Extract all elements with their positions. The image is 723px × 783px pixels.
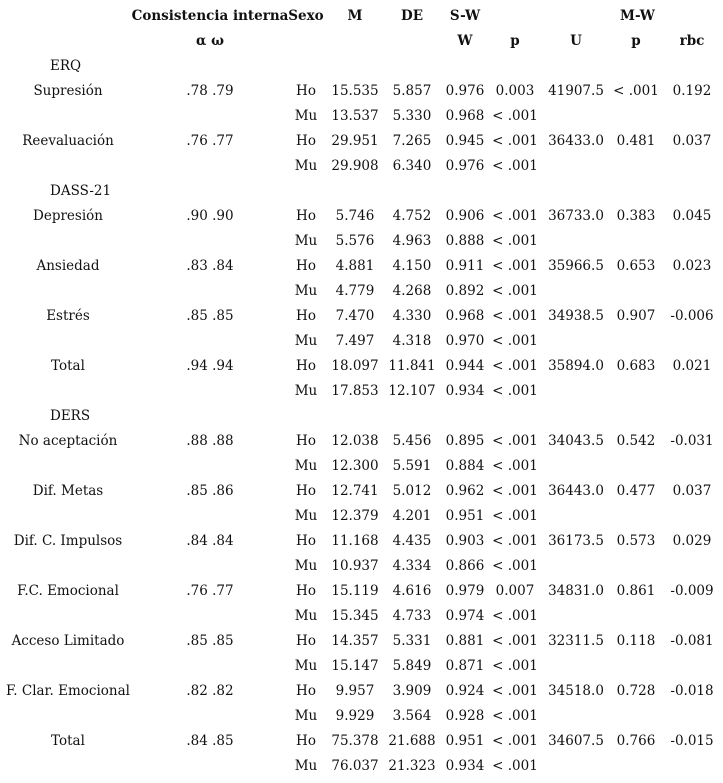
sd-cell: 12.107	[388, 383, 436, 399]
table-row	[0, 279, 723, 304]
p-sw-cell: < .001	[492, 658, 538, 674]
rbc-cell: 0.029	[672, 533, 712, 549]
section-row	[0, 54, 723, 79]
sexo-cell: Mu	[294, 233, 318, 249]
u-cell: 36173.5	[548, 533, 604, 549]
sexo-cell: Mu	[294, 458, 318, 474]
w-cell: 0.974	[445, 608, 485, 624]
sd-cell: 4.318	[392, 333, 432, 349]
u-cell: 34607.5	[548, 733, 604, 749]
table-row	[0, 679, 723, 704]
sd-cell: 4.752	[392, 208, 432, 224]
w-cell: 0.911	[445, 258, 485, 274]
mean-cell: 4.881	[335, 258, 375, 274]
table-row	[0, 479, 723, 504]
sd-cell: 4.150	[392, 258, 432, 274]
p-mw-cell: 0.542	[616, 433, 656, 449]
sd-cell: 21.323	[388, 758, 436, 774]
u-cell: 34938.5	[548, 308, 604, 324]
p-mw-cell: 0.766	[616, 733, 656, 749]
sd-cell: 4.963	[392, 233, 432, 249]
u-cell: 34518.0	[548, 683, 604, 699]
sd-cell: 4.616	[392, 583, 432, 599]
p-sw-cell: < .001	[492, 358, 538, 374]
table-row	[0, 454, 723, 479]
u-cell: 35966.5	[548, 258, 604, 274]
p-mw-cell: 0.481	[616, 133, 656, 149]
header-m: M	[347, 8, 363, 24]
header-de: DE	[401, 8, 423, 24]
mean-cell: 4.779	[335, 283, 375, 299]
variable-name: No aceptación	[18, 433, 118, 449]
sexo-cell: Ho	[296, 358, 316, 374]
p-sw-cell: < .001	[492, 208, 538, 224]
p-sw-cell: < .001	[492, 733, 538, 749]
w-cell: 0.871	[445, 658, 485, 674]
sexo-cell: Mu	[294, 658, 318, 674]
alpha-omega-value: .76 .77	[186, 583, 234, 599]
sexo-cell: Ho	[296, 83, 316, 99]
sexo-cell: Ho	[296, 733, 316, 749]
table-row	[0, 104, 723, 129]
alpha-omega-value: .90 .90	[186, 208, 234, 224]
p-sw-cell: < .001	[492, 158, 538, 174]
w-cell: 0.906	[445, 208, 485, 224]
w-cell: 0.976	[445, 158, 485, 174]
sexo-cell: Ho	[296, 308, 316, 324]
alpha-omega-value: .83 .84	[186, 258, 234, 274]
sexo-cell: Mu	[294, 158, 318, 174]
rbc-cell: 0.023	[672, 258, 712, 274]
sexo-cell: Ho	[296, 533, 316, 549]
table-row	[0, 554, 723, 579]
u-cell: 34043.5	[548, 433, 604, 449]
sd-cell: 3.909	[392, 683, 432, 699]
variable-name: Estrés	[46, 308, 90, 324]
p-mw-cell: 0.728	[616, 683, 656, 699]
w-cell: 0.968	[445, 308, 485, 324]
p-sw-cell: < .001	[492, 558, 538, 574]
p-sw-cell: 0.003	[495, 83, 535, 99]
variable-name: Acceso Limitado	[11, 633, 125, 649]
header-alpha-omega: α ω	[196, 33, 224, 49]
p-mw-cell: 0.861	[616, 583, 656, 599]
w-cell: 0.951	[445, 733, 485, 749]
table-row	[0, 204, 723, 229]
p-sw-cell: < .001	[492, 533, 538, 549]
rbc-cell: 0.021	[672, 358, 712, 374]
header-p-sw: p	[510, 33, 520, 49]
p-sw-cell: < .001	[492, 633, 538, 649]
mean-cell: 5.746	[335, 208, 375, 224]
table-row	[0, 79, 723, 104]
sd-cell: 5.330	[392, 108, 432, 124]
w-cell: 0.884	[445, 458, 485, 474]
p-mw-cell: 0.907	[616, 308, 656, 324]
section-row	[0, 404, 723, 429]
sd-cell: 4.330	[392, 308, 432, 324]
p-sw-cell: < .001	[492, 233, 538, 249]
header-u: U	[570, 33, 582, 49]
p-sw-cell: < .001	[492, 683, 538, 699]
sexo-cell: Ho	[296, 258, 316, 274]
p-mw-cell: 0.573	[616, 533, 656, 549]
sexo-cell: Mu	[294, 508, 318, 524]
header-w: W	[457, 33, 473, 49]
p-sw-cell: < .001	[492, 433, 538, 449]
mean-cell: 17.853	[331, 383, 379, 399]
u-cell: 41907.5	[548, 83, 604, 99]
mean-cell: 15.535	[331, 83, 379, 99]
alpha-omega-value: .84 .85	[186, 733, 234, 749]
mean-cell: 29.951	[331, 133, 379, 149]
rbc-cell: -0.031	[670, 433, 714, 449]
sexo-cell: Mu	[294, 708, 318, 724]
alpha-omega-value: .76 .77	[186, 133, 234, 149]
rbc-cell: -0.015	[670, 733, 714, 749]
sd-cell: 5.591	[392, 458, 432, 474]
rbc-cell: 0.192	[672, 83, 712, 99]
sexo-cell: Mu	[294, 758, 318, 774]
mean-cell: 12.300	[331, 458, 379, 474]
sd-cell: 5.849	[392, 658, 432, 674]
w-cell: 0.928	[445, 708, 485, 724]
variable-name: Ansiedad	[36, 258, 100, 274]
mean-cell: 13.537	[331, 108, 379, 124]
table-row	[0, 504, 723, 529]
table-row	[0, 154, 723, 179]
u-cell: 34831.0	[548, 583, 604, 599]
w-cell: 0.944	[445, 358, 485, 374]
sd-cell: 11.841	[388, 358, 436, 374]
table-row	[0, 754, 723, 779]
sexo-cell: Ho	[296, 208, 316, 224]
p-sw-cell: < .001	[492, 258, 538, 274]
variable-name: Depresión	[33, 208, 103, 224]
variable-name: Total	[51, 733, 85, 749]
sd-cell: 4.435	[392, 533, 432, 549]
sexo-cell: Ho	[296, 133, 316, 149]
table-row	[0, 529, 723, 554]
mean-cell: 75.378	[331, 733, 379, 749]
header-row-1	[0, 4, 723, 29]
p-mw-cell: < .001	[613, 83, 659, 99]
sexo-cell: Ho	[296, 683, 316, 699]
sd-cell: 5.012	[392, 483, 432, 499]
rbc-cell: 0.037	[672, 483, 712, 499]
rbc-cell: -0.006	[670, 308, 714, 324]
mean-cell: 7.497	[335, 333, 375, 349]
mean-cell: 7.470	[335, 308, 375, 324]
p-mw-cell: 0.477	[616, 483, 656, 499]
alpha-omega-value: .88 .88	[186, 433, 234, 449]
w-cell: 0.866	[445, 558, 485, 574]
p-sw-cell: < .001	[492, 508, 538, 524]
alpha-omega-value: .84 .84	[186, 533, 234, 549]
mean-cell: 15.147	[331, 658, 379, 674]
p-mw-cell: 0.118	[616, 633, 656, 649]
p-mw-cell: 0.683	[616, 358, 656, 374]
header-rbc: rbc	[679, 33, 705, 49]
sd-cell: 4.268	[392, 283, 432, 299]
u-cell: 36443.0	[548, 483, 604, 499]
p-sw-cell: < .001	[492, 708, 538, 724]
p-sw-cell: 0.007	[495, 583, 535, 599]
w-cell: 0.881	[445, 633, 485, 649]
variable-name: Dif. C. Impulsos	[13, 533, 123, 549]
mean-cell: 12.038	[331, 433, 379, 449]
sexo-cell: Mu	[294, 558, 318, 574]
sexo-cell: Mu	[294, 283, 318, 299]
rbc-cell: -0.009	[670, 583, 714, 599]
mean-cell: 10.937	[331, 558, 379, 574]
sd-cell: 4.733	[392, 608, 432, 624]
rbc-cell: 0.045	[672, 208, 712, 224]
rbc-cell: 0.037	[672, 133, 712, 149]
mean-cell: 29.908	[331, 158, 379, 174]
u-cell: 32311.5	[548, 633, 604, 649]
variable-name: F.C. Emocional	[17, 583, 119, 599]
section-title: ERQ	[50, 58, 82, 74]
results-table	[0, 4, 723, 779]
mean-cell: 15.119	[331, 583, 379, 599]
u-cell: 36733.0	[548, 208, 604, 224]
w-cell: 0.979	[445, 583, 485, 599]
u-cell: 36433.0	[548, 133, 604, 149]
mean-cell: 14.357	[331, 633, 379, 649]
variable-name: F. Clar. Emocional	[6, 683, 130, 699]
p-sw-cell: < .001	[492, 608, 538, 624]
u-cell: 35894.0	[548, 358, 604, 374]
p-sw-cell: < .001	[492, 108, 538, 124]
table-row	[0, 254, 723, 279]
p-sw-cell: < .001	[492, 458, 538, 474]
sd-cell: 4.201	[392, 508, 432, 524]
sexo-cell: Ho	[296, 633, 316, 649]
w-cell: 0.924	[445, 683, 485, 699]
w-cell: 0.892	[445, 283, 485, 299]
w-cell: 0.934	[445, 383, 485, 399]
w-cell: 0.903	[445, 533, 485, 549]
mean-cell: 9.957	[335, 683, 375, 699]
p-sw-cell: < .001	[492, 333, 538, 349]
variable-name: Supresión	[33, 83, 103, 99]
p-sw-cell: < .001	[492, 133, 538, 149]
section-title: DERS	[50, 408, 91, 424]
p-sw-cell: < .001	[492, 758, 538, 774]
section-row	[0, 179, 723, 204]
mean-cell: 5.576	[335, 233, 375, 249]
sd-cell: 4.334	[392, 558, 432, 574]
sd-cell: 7.265	[392, 133, 432, 149]
table-row	[0, 729, 723, 754]
sd-cell: 5.331	[392, 633, 432, 649]
w-cell: 0.888	[445, 233, 485, 249]
variable-name: Total	[51, 358, 85, 374]
table-row	[0, 129, 723, 154]
mean-cell: 15.345	[331, 608, 379, 624]
w-cell: 0.962	[445, 483, 485, 499]
rbc-cell: -0.018	[670, 683, 714, 699]
table-row	[0, 629, 723, 654]
sexo-cell: Mu	[294, 333, 318, 349]
alpha-omega-value: .82 .82	[186, 683, 234, 699]
variable-name: Dif. Metas	[32, 483, 104, 499]
sd-cell: 5.857	[392, 83, 432, 99]
sd-cell: 21.688	[388, 733, 436, 749]
sd-cell: 3.564	[392, 708, 432, 724]
mean-cell: 12.741	[331, 483, 379, 499]
sexo-cell: Mu	[294, 383, 318, 399]
mean-cell: 11.168	[331, 533, 379, 549]
sexo-cell: Ho	[296, 433, 316, 449]
p-sw-cell: < .001	[492, 383, 538, 399]
alpha-omega-value: .85 .85	[186, 633, 234, 649]
alpha-omega-value: .85 .85	[186, 308, 234, 324]
sd-cell: 6.340	[392, 158, 432, 174]
table-row	[0, 579, 723, 604]
w-cell: 0.970	[445, 333, 485, 349]
w-cell: 0.976	[445, 83, 485, 99]
mean-cell: 12.379	[331, 508, 379, 524]
table-row	[0, 304, 723, 329]
p-sw-cell: < .001	[492, 283, 538, 299]
alpha-omega-value: .85 .86	[186, 483, 234, 499]
table-row	[0, 604, 723, 629]
w-cell: 0.945	[445, 133, 485, 149]
sexo-cell: Ho	[296, 483, 316, 499]
header-sexo: Sexo	[288, 8, 324, 24]
table-row	[0, 654, 723, 679]
w-cell: 0.895	[445, 433, 485, 449]
rbc-cell: -0.081	[670, 633, 714, 649]
variable-name: Reevaluación	[22, 133, 114, 149]
header-row-2	[0, 29, 723, 54]
p-sw-cell: < .001	[492, 308, 538, 324]
header-p-mw: p	[631, 33, 641, 49]
w-cell: 0.934	[445, 758, 485, 774]
w-cell: 0.951	[445, 508, 485, 524]
table-row	[0, 429, 723, 454]
table-row	[0, 329, 723, 354]
header-consistencia: Consistencia interna	[131, 8, 289, 24]
mean-cell: 9.929	[335, 708, 375, 724]
alpha-omega-value: .94 .94	[186, 358, 234, 374]
sd-cell: 5.456	[392, 433, 432, 449]
header-sw: S-W	[449, 8, 481, 24]
header-mw: M-W	[620, 8, 655, 24]
sexo-cell: Mu	[294, 608, 318, 624]
mean-cell: 18.097	[331, 358, 379, 374]
section-title: DASS-21	[50, 183, 112, 199]
p-mw-cell: 0.653	[616, 258, 656, 274]
mean-cell: 76.037	[331, 758, 379, 774]
table-row	[0, 379, 723, 404]
table-row	[0, 229, 723, 254]
table-row	[0, 704, 723, 729]
p-sw-cell: < .001	[492, 483, 538, 499]
w-cell: 0.968	[445, 108, 485, 124]
alpha-omega-value: .78 .79	[186, 83, 234, 99]
table-body	[0, 54, 723, 779]
sexo-cell: Mu	[294, 108, 318, 124]
p-mw-cell: 0.383	[616, 208, 656, 224]
sexo-cell: Ho	[296, 583, 316, 599]
table-row	[0, 354, 723, 379]
